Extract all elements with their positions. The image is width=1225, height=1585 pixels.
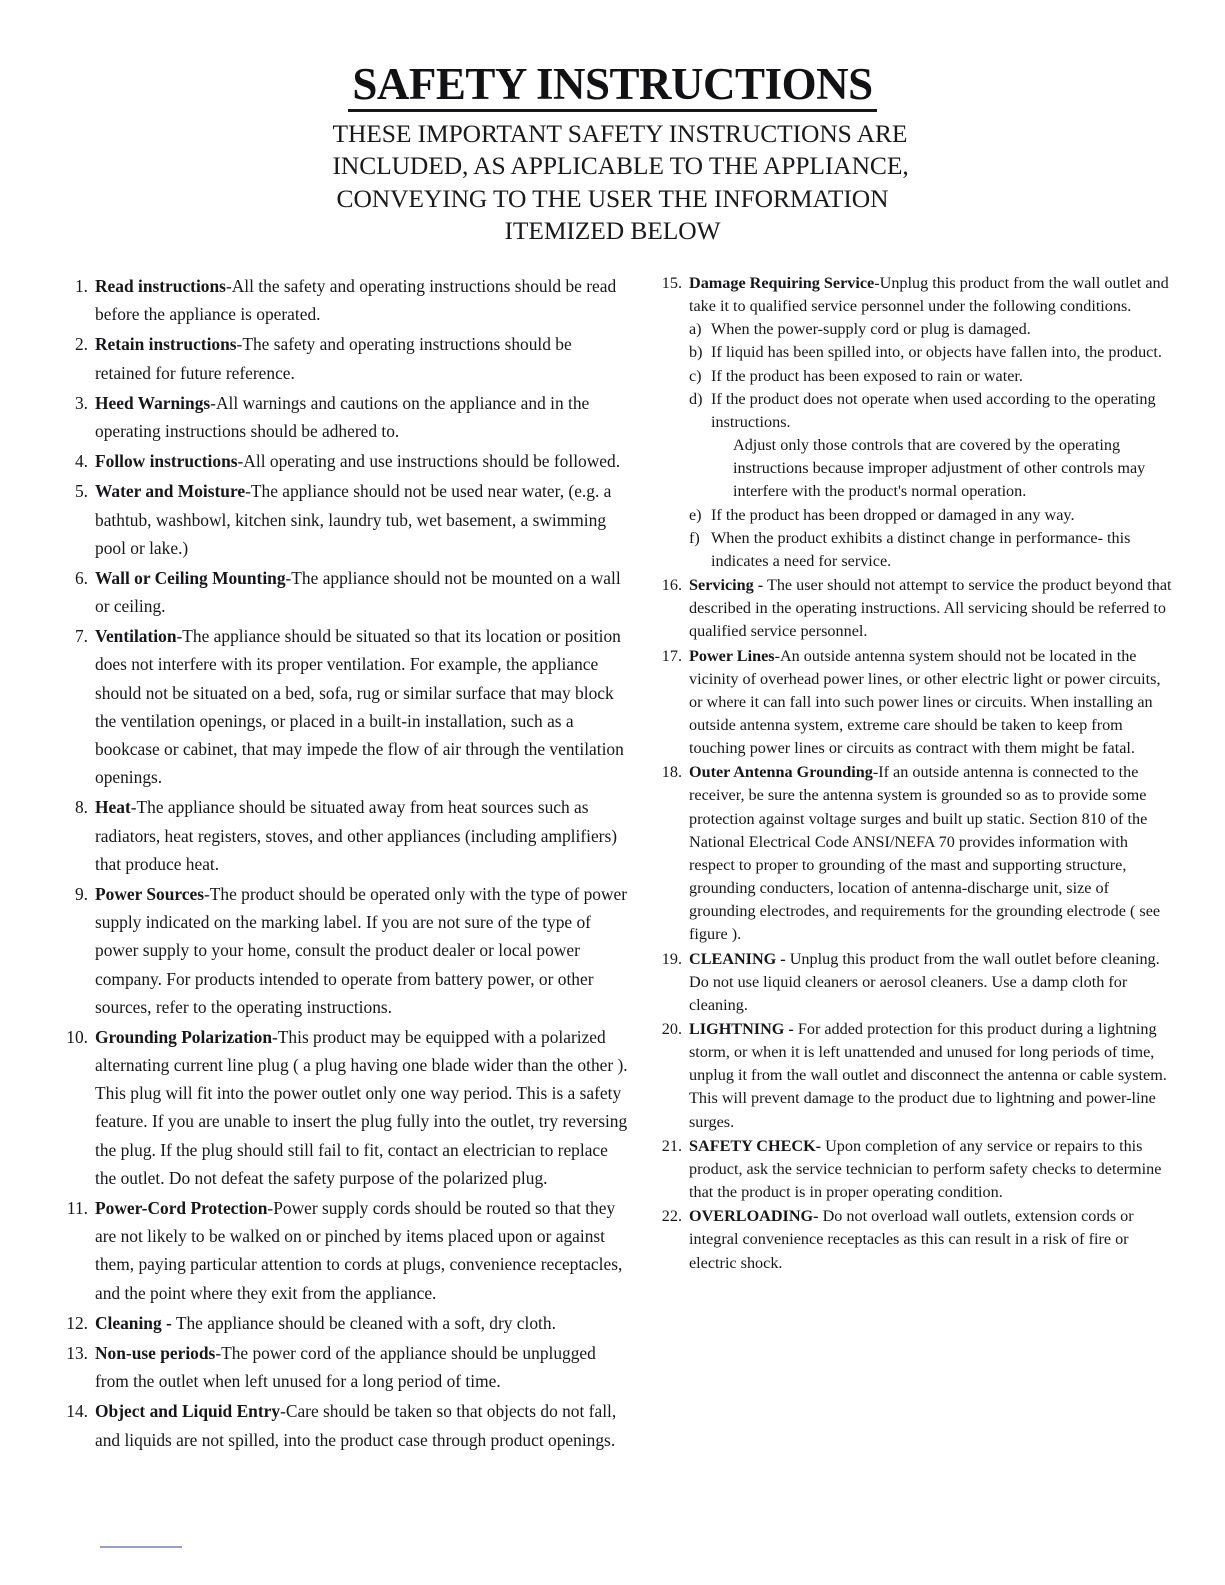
- item-lead: Retain instructions: [95, 334, 237, 355]
- list-item: [656, 1135, 1176, 1204]
- sublist-marker: a): [689, 320, 702, 339]
- list-item: [58, 1023, 628, 1192]
- sublist-text: If the product does not operate when used according to the operating instructions.: [711, 389, 1156, 431]
- item-number: 11.: [66, 1198, 88, 1218]
- item-number: 17.: [661, 646, 682, 665]
- sublist-item: [689, 365, 1176, 388]
- item-text: -The appliance should not be used near water, (e.g. a bathtub, washbowl, kitchen sink, laundry tub, wet basement, a swimming pool or lake.): [95, 481, 612, 558]
- item-text: -If an outside antenna is connected to the receiver, be sure the antenna system is grounded so as to provide some protection against voltage surges and built up static. Section 810 of the National Electrical Code ANSI/NEFA 70 provides information with respect to proper to grounding of the mast and supporting structure, grounding conducters, location of antenna-discharge unit, size of grounding electrodes, and requirements for the grounding electrode ( see figure ).: [689, 763, 1161, 944]
- scan-artifact-line: [100, 1546, 182, 1548]
- item-number: 2.: [74, 334, 88, 355]
- item-number: 7.: [74, 626, 88, 647]
- item-text: -This product may be equipped with a polarized alternating current line plug ( a plug having one blade wider than the other ). This plug will fit into the power outlet only one way period. This is a safety feature. If you are unable to insert the plug fully into the outlet, try reversing the plug. If the plug should still fail to fit, contact an electrician to replace the outlet. Do not defeat the safety purpose of the polarized plug.: [95, 1026, 628, 1188]
- list-item: [58, 477, 628, 562]
- left-column-list: [58, 272, 628, 1454]
- list-item: [656, 761, 1176, 946]
- sublist-item: [689, 341, 1176, 364]
- sublist-marker: f): [689, 528, 700, 547]
- right-column: [656, 272, 1176, 1276]
- item-text: For added protection for this product during a lightning storm, or when it is left unattended and unused for long periods of time, unplug it from the wall outlet and disconnect the antenna or cable system. This will prevent damage to the product due to lightning and power-line surges.: [689, 1020, 1167, 1131]
- item-number: 20.: [661, 1020, 682, 1038]
- list-item: [58, 564, 628, 620]
- item-lead: SAFETY CHECK-: [689, 1136, 822, 1155]
- sublist-item: [689, 527, 1176, 573]
- sublist-extra-text: Adjust only those controls that are covered by the operating instructions because improper adjustment of other controls may interfere with the product's normal operation.: [733, 436, 1146, 501]
- item-number: 19.: [661, 949, 682, 968]
- item-lead: Power Sources: [95, 883, 204, 904]
- item-text: -The product should be operated only with the type of power supply indicated on the marking label. If you are not sure of the type of power supply to your home, consult the product dealer or local power company. For products intended to operate from battery power, or other sources, refer to the operating instructions.: [95, 883, 628, 1017]
- item-text: The user should not attempt to service the product beyond that described in the operating instructions. All servicing should be referred to qualified service personnel.: [689, 576, 1172, 641]
- document-header: [0, 0, 1225, 248]
- item-lead: Follow instructions: [95, 451, 238, 472]
- sublist-item: [689, 388, 1176, 504]
- item-lead: Non-use periods: [95, 1342, 216, 1363]
- item-text: The appliance should be cleaned with a soft, dry cloth.: [171, 1312, 556, 1333]
- sublist-text: If the product has been dropped or damaged in any way.: [711, 505, 1075, 524]
- item-lead: Heat: [95, 797, 131, 818]
- list-item: [58, 1309, 628, 1337]
- item-number: 4.: [74, 451, 88, 472]
- item-text: -The appliance should not be mounted on a wall or ceiling.: [95, 567, 621, 617]
- item-text: -The appliance should be situated so that its location or position does not interfere with its proper ventilation. For example, the appliance should not be situated on a bed, sofa, rug or similar surface that may block the ventilation openings, or placed in a built-in installation, such as a bookcase or cabinet, that may impede the flow of air through the ventilation openings.: [95, 626, 624, 788]
- list-item: [58, 793, 628, 878]
- list-item: [58, 1397, 628, 1453]
- item-number: 5.: [74, 481, 88, 502]
- sublist-marker: d): [689, 389, 703, 408]
- item-text: -Unplug this product from the wall outlet and take it to qualified service personnel under the following conditions.: [689, 274, 1169, 316]
- header-subtitle: [332, 118, 909, 248]
- item-lead: Water and Moisture: [95, 481, 246, 502]
- list-item: [58, 622, 628, 791]
- item-number: 21.: [661, 1136, 682, 1155]
- list-item: [656, 1205, 1176, 1274]
- sublist-text: When the product exhibits a distinct change in performance- this indicates a need for service.: [711, 528, 1131, 570]
- header-subtitle-line-4: ITEMIZED BELOW: [504, 216, 721, 246]
- item-number: 10.: [66, 1026, 88, 1047]
- item-number: 16.: [661, 576, 682, 595]
- body-columns: [0, 272, 1225, 1456]
- list-item: [656, 948, 1176, 1017]
- sublist-text: If the product has been exposed to rain or water.: [711, 366, 1023, 385]
- list-item: [58, 389, 628, 445]
- item-lead: Ventilation: [95, 626, 177, 647]
- item-number: 3.: [74, 392, 88, 413]
- item-lead: Heed Warnings: [95, 392, 211, 413]
- item-text: -An outside antenna system should not be located in the vicinity of overhead power lines, or other electric light or power circuits, or where it can fall into such power lines or circuits. When installing an outside antenna system, extreme care should be taken to keep from touching power lines or circuits as contract with them might be fatal.: [689, 646, 1161, 758]
- list-item: [656, 574, 1176, 643]
- header-subtitle-line-3: CONVEYING TO THE USER THE INFORMATION: [336, 183, 889, 213]
- item-lead: OVERLOADING-: [689, 1207, 819, 1226]
- item-lead: Grounding Polarization: [95, 1026, 272, 1047]
- list-item: [656, 645, 1176, 761]
- item-text: -The appliance should be situated away from heat sources such as radiators, heat registers, stoves, and other appliances (including amplifiers) that produce heat.: [95, 797, 618, 874]
- item-lead: Outer Antenna Grounding: [689, 763, 873, 782]
- list-item: [58, 880, 628, 1021]
- item-number: 14.: [66, 1401, 88, 1422]
- item-text: Unplug this product from the wall outlet before cleaning. Do not use liquid cleaners or aerosol cleaners. Use a damp cloth for cleaning.: [689, 949, 1160, 1014]
- item-text: -All the safety and operating instructions should be read before the appliance is operated.: [95, 276, 617, 325]
- sublist-text: If liquid has been spilled into, or objects have fallen into, the product.: [711, 343, 1162, 362]
- sublist-marker: e): [689, 505, 702, 524]
- item-text: -Care should be taken so that objects do not fall, and liquids are not spilled, into the product case through product openings.: [95, 1401, 617, 1450]
- sublist-marker: c): [689, 366, 702, 385]
- item-number: 15.: [661, 274, 682, 292]
- list-item: [656, 1018, 1176, 1134]
- item-lead: Wall or Ceiling Mounting: [95, 567, 286, 588]
- sublist-marker: b): [689, 343, 703, 362]
- item-number: 13.: [66, 1342, 88, 1363]
- list-item: [58, 447, 628, 475]
- list-item: [58, 272, 628, 328]
- header-subtitle-line-2: INCLUDED, AS APPLICABLE TO THE APPLIANCE,: [332, 151, 909, 181]
- list-item: [58, 1194, 628, 1307]
- sublist-item: [689, 318, 1176, 341]
- left-column: [58, 272, 628, 1456]
- item-lead: Servicing -: [689, 576, 764, 595]
- item-lead: Power-Cord Protection: [95, 1198, 268, 1218]
- list-item: [58, 330, 628, 386]
- right-column-list: [656, 272, 1176, 1275]
- sublist-item: [689, 504, 1176, 527]
- item-text: Do not overload wall outlets, extension cords or integral convenience receptacles as this can result in a risk of fire or electric shock.: [689, 1207, 1134, 1272]
- item-lead: Cleaning -: [95, 1312, 172, 1333]
- item-number: 12.: [66, 1312, 88, 1333]
- item-text: -Power supply cords should be routed so that they are not likely to be walked on or pinched by items placed upon or against them, paying particular attention to cords at plugs, convenience receptacles, and the point where they exit from the appliance.: [95, 1198, 623, 1303]
- item-text: -The safety and operating instructions should be retained for future reference.: [95, 334, 572, 383]
- item-lead: Read instructions: [95, 276, 226, 296]
- header-subtitle-line-1: THESE IMPORTANT SAFETY INSTRUCTIONS ARE: [332, 119, 908, 148]
- item-text: -All warnings and cautions on the appliance and in the operating instructions should be adhered to.: [95, 392, 590, 441]
- item-lead: Object and Liquid Entry: [95, 1401, 281, 1422]
- item-text: -All operating and use instructions should be followed.: [237, 451, 621, 472]
- item-number: 1.: [74, 276, 88, 296]
- page-title: SAFETY INSTRUCTIONS: [348, 62, 876, 112]
- item-number: 8.: [74, 797, 88, 818]
- sublist-text: When the power-supply cord or plug is damaged.: [711, 320, 1031, 339]
- item-lead: CLEANING -: [689, 949, 786, 968]
- list-item: [58, 1339, 628, 1395]
- list-item: [656, 272, 1176, 573]
- item-number: 6.: [74, 567, 88, 588]
- item-sublist: [689, 318, 1176, 573]
- item-lead: Power Lines: [689, 646, 775, 665]
- item-number: 22.: [661, 1207, 682, 1226]
- item-text: Upon completion of any service or repairs to this product, ask the service technician to perform safety checks to determine that the product is in proper operating condition.: [689, 1136, 1162, 1202]
- item-lead: LIGHTNING -: [689, 1020, 794, 1038]
- item-number: 9.: [74, 883, 88, 904]
- item-number: 18.: [661, 763, 682, 782]
- item-lead: Damage Requiring Service: [689, 274, 875, 292]
- item-text: -The power cord of the appliance should be unplugged from the outlet when left unused for a long period of time.: [95, 1342, 596, 1392]
